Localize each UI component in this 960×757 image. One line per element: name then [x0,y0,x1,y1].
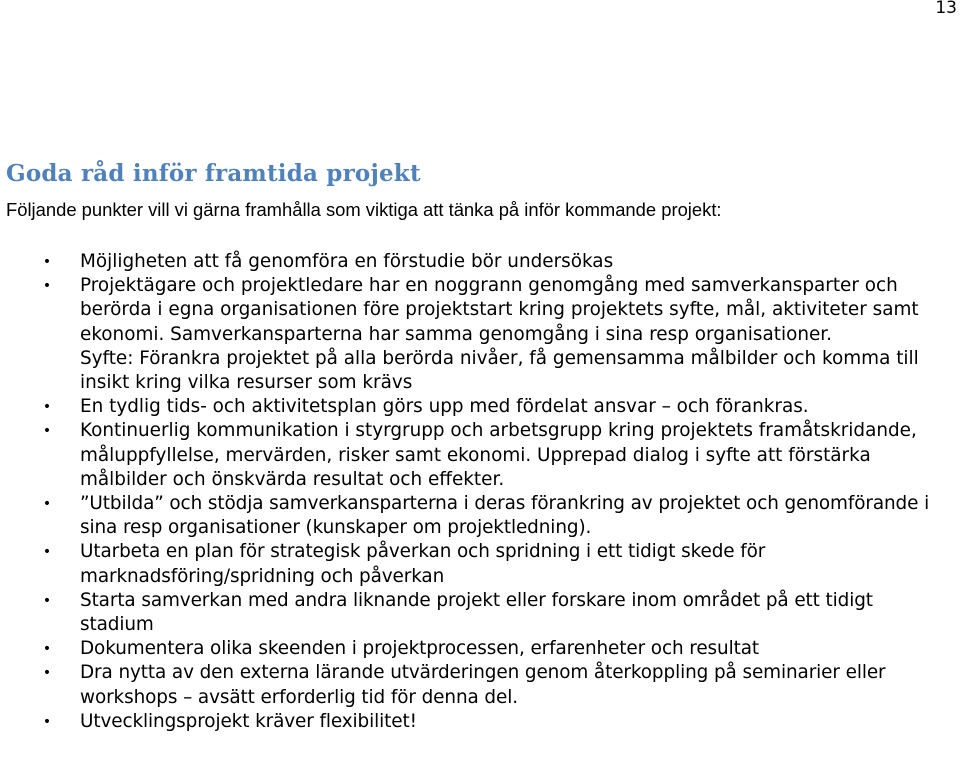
list-item [0,710,960,734]
page-number: 13 [935,0,957,18]
section-heading: Goda råd inför framtida projekt [6,160,421,187]
list-item-line: Dra nytta av den externa lärande utvärderingen genom återkoppling på seminarier eller [80,662,886,684]
bullet-icon: • [42,713,52,730]
list-item-line: sina resp organisationer (kunskaper om projektledning). [80,517,592,539]
list-item [0,395,960,419]
list-item-line: Starta samverkan med andra liknande projekt eller forskare inom området på ett tidigt [80,589,873,611]
bullet-icon: • [42,544,52,561]
list-item [0,419,960,492]
list-item-line: Dokumentera olika skeenden i projektprocessen, erfarenheter och resultat [80,638,759,660]
list-item-line: marknadsföring/spridning och påverkan [80,565,445,587]
list-item-line: Kontinuerlig kommunikation i styrgrupp och arbetsgrupp kring projektets framåtskridande, [80,420,917,442]
list-item-line: Syfte: Förankra projektet på alla berörda nivåer, få gemensamma målbilder och komma till [80,347,919,369]
bullet-icon: • [42,399,52,416]
bullet-icon: • [42,278,52,295]
bullet-icon: • [42,423,52,440]
list-item [0,492,960,540]
bullet-icon: • [42,665,52,682]
list-item-line: ekonomi. Samverkansparterna har samma genomgång i sina resp organisationer. [80,323,833,345]
list-item-line: insikt kring vilka resurser som krävs [80,372,413,394]
list-item [0,250,960,274]
list-item [0,637,960,661]
list-item-line: En tydlig tids- och aktivitetsplan görs upp med fördelat ansvar – och förankras. [80,396,809,418]
list-item [0,540,960,588]
list-item-line: Utarbeta en plan för strategisk påverkan och spridning i ett tidigt skede för [80,541,766,563]
list-item-line: ”Utbilda” och stödja samverkansparterna i deras förankring av projektet och genomförande i [80,493,930,515]
bullet-icon: • [42,641,52,658]
list-item-line: stadium [80,614,154,636]
list-item-line: målbilder och önskvärda resultat och effekter. [80,468,505,490]
list-item [0,661,960,709]
list-item [0,274,960,347]
list-item [0,589,960,637]
list-item-line: Möjligheten att få genomföra en förstudie bör undersökas [80,251,614,272]
list-item-line: berörda i egna organisationen före projektstart kring projektets syfte, mål, aktiviteter samt [80,299,919,321]
intro-paragraph: Följande punkter vill vi gärna framhålla som viktiga att tänka på inför kommande projekt: [6,199,722,220]
list-item-line: workshops – avsätt erforderlig tid för denna del. [80,686,518,708]
list-item [0,347,960,395]
bullet-icon: • [42,592,52,609]
list-item-line: måluppfyllelse, mervärden, risker samt ekonomi. Upprepad dialog i syfte att förstärka [80,444,871,466]
bullet-icon: • [42,496,52,513]
list-item-line: Utvecklingsprojekt kräver flexibilitet! [80,710,417,732]
list-item-line: Projektägare och projektledare har en noggrann genomgång med samverkansparter och [80,275,898,297]
bullet-icon: • [42,254,52,270]
advice-list [0,250,960,734]
